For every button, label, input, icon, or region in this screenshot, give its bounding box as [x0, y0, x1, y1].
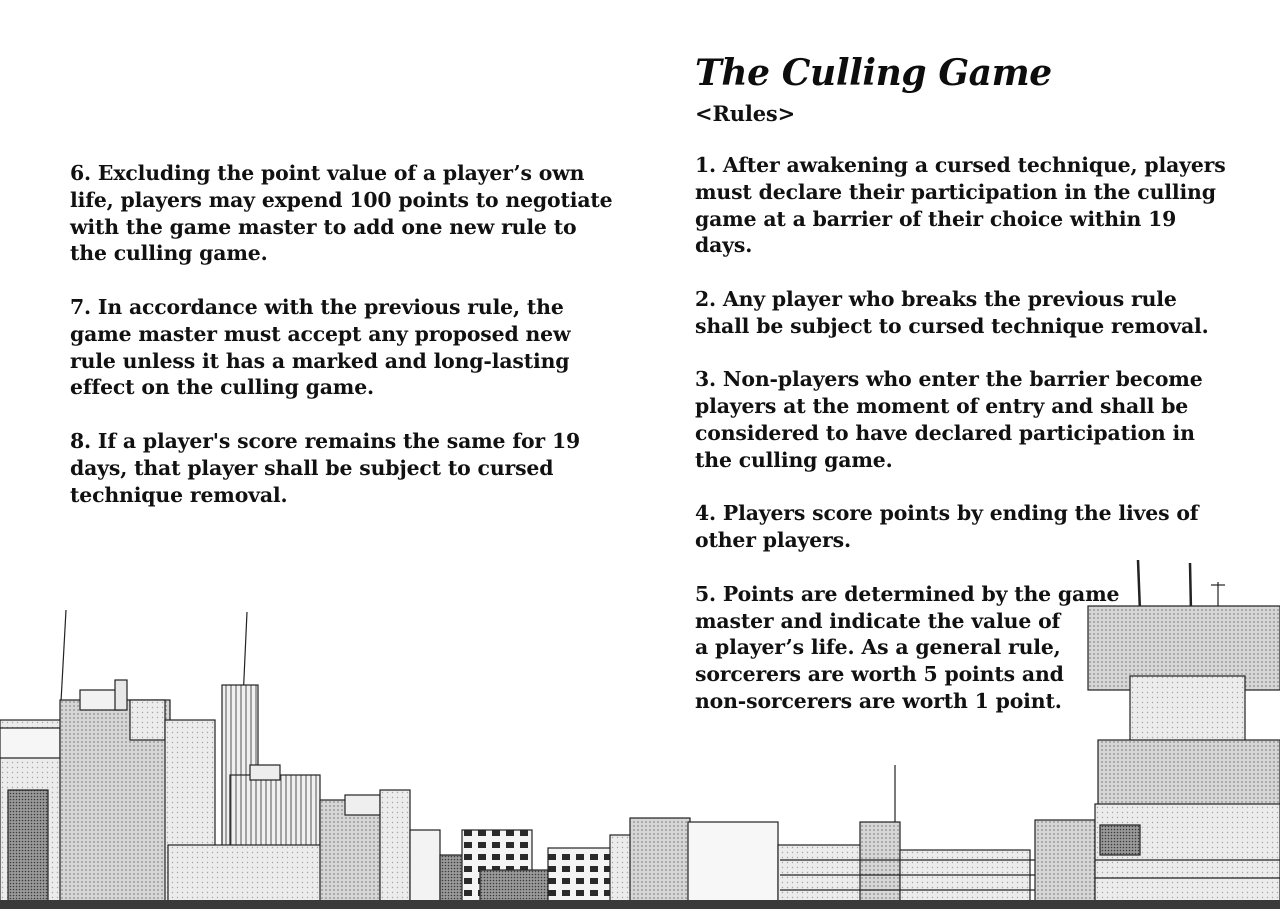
- rules-subtitle: <Rules>: [695, 101, 796, 126]
- rules-left-column: [70, 160, 615, 535]
- rules-right-column: [695, 50, 1255, 742]
- rule-8: 8. If a player's score remains the same for 19 days, that player shall be subject to cursed technique removal.: [70, 428, 581, 507]
- rule-3: 3. Non-players who enter the barrier become players at the moment of entry and shall be considered to have declared participation in the culling game.: [695, 367, 1203, 472]
- rule-6: 6. Excluding the point value of a player’s own life, players may expend 100 points to negotiate with the game master to add one new rule to the culling game.: [70, 161, 613, 266]
- page-title: The Culling Game: [695, 52, 1052, 94]
- rule-2: 2. Any player who breaks the previous rule shall be subject to cursed technique removal.: [695, 286, 1209, 338]
- rule-7: 7. In accordance with the previous rule, the game master must accept any proposed new rule unless it has a marked and long-lasting effect on the culling game.: [70, 294, 571, 400]
- rule-5: 5. Points are determined by the game master and indicate the value of a player’s life. As a general rule, sorcerers are worth 5 points and non-sorcerers are worth 1 point.: [695, 581, 1120, 713]
- rule-4: 4. Players score points by ending the lives of other players.: [695, 501, 1199, 553]
- rule-1: 1. After awakening a cursed technique, players must declare their participation in the culling game at a barrier of their choice within 19 days.: [695, 153, 1226, 258]
